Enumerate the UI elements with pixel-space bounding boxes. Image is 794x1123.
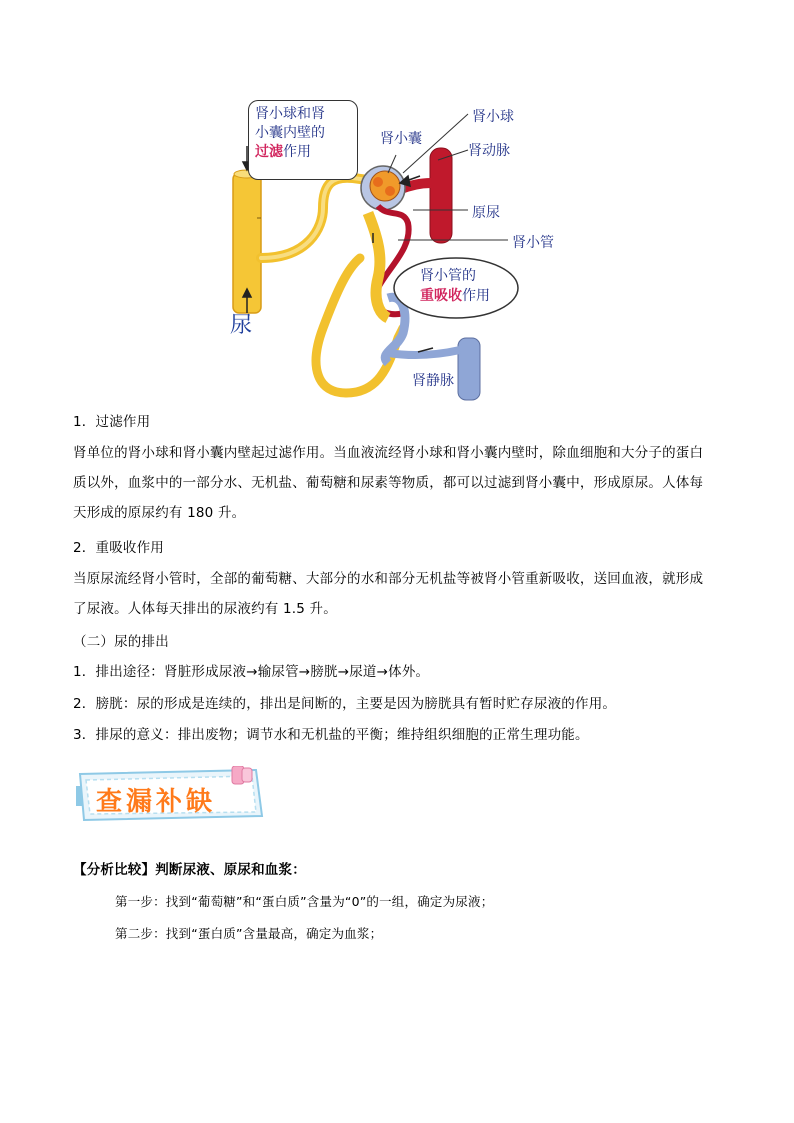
label-tubule: 肾小管 <box>512 235 554 251</box>
section-filtration-title: 1．过滤作用 <box>73 414 151 430</box>
section-excretion-title: （二）尿的排出 <box>73 634 169 650</box>
reabsorption-line-1: 肾小管的 <box>420 268 476 284</box>
callout-line-1: 肾小球和肾 <box>255 106 325 122</box>
analysis-heading <box>73 860 306 880</box>
reabsorption-line-2-rest: 作用 <box>462 288 490 304</box>
label-urine: 尿 <box>230 313 253 338</box>
clip-icon <box>232 766 252 784</box>
nephron-figure <box>228 98 568 403</box>
reabsorption-callout <box>420 266 490 306</box>
label-renal-artery: 肾动脉 <box>468 143 510 159</box>
excretion-item-2: 2．膀胱：尿的形成是连续的，排出是间断的，主要是因为膀胱具有暂时贮存尿液的作用。 <box>73 696 617 712</box>
reabsorption-para-line-2: 了尿液。人体每天排出的尿液约有 1.5 升。 <box>73 601 337 617</box>
analysis-step-2: 第二步：找到“蛋白质”含量最高，确定为血浆； <box>115 926 383 941</box>
reabsorption-emphasis: 重吸收 <box>420 288 462 304</box>
filtration-para-line-1: 肾单位的肾小球和肾小囊内壁起过滤作用。当血液流经肾小球和肾小囊内壁时，除血细胞和大分子的蛋白 <box>73 445 704 461</box>
filtration-emphasis: 过滤 <box>255 144 283 160</box>
analysis-step-1: 第一步：找到“葡萄糖”和“蛋白质”含量为“0”的一组，确定为尿液； <box>115 894 494 909</box>
filtration-callout <box>248 100 358 180</box>
label-primary-urine: 原尿 <box>472 205 500 221</box>
reabsorption-para-line-1: 当原尿流经肾小管时，全部的葡萄糖、大部分的水和部分无机盐等被肾小管重新吸收，送回血液，就形成 <box>73 571 704 587</box>
filtration-para-line-3: 天形成的原尿约有 180 升。 <box>73 505 246 521</box>
callout-line-3 <box>255 143 351 162</box>
callout-line-3-rest: 作用 <box>283 144 311 160</box>
label-capsule: 肾小囊 <box>380 131 422 147</box>
reabsorption-line-2 <box>420 286 490 306</box>
excretion-item-1: 1．排出途径：肾脏形成尿液→输尿管→膀胱→尿道→体外。 <box>73 664 430 680</box>
label-renal-vein: 肾静脉 <box>412 373 454 389</box>
callout-line-2: 小囊内壁的 <box>255 125 325 141</box>
analysis-heading-text: 【分析比较】判断尿液、原尿和血浆： <box>73 862 306 878</box>
label-glomerulus: 肾小球 <box>472 109 514 125</box>
excretion-item-3: 3．排尿的意义：排出废物；调节水和无机盐的平衡；维持组织细胞的正常生理功能。 <box>73 727 589 743</box>
section-reabsorption-title: 2．重吸收作用 <box>73 540 164 556</box>
banner-title: 查漏补缺 <box>96 787 217 817</box>
filtration-para-line-2: 质以外，血浆中的一部分水、无机盐、葡萄糖和尿素等物质，都可以过滤到肾小囊中，形成原尿。人体每 <box>73 475 704 491</box>
